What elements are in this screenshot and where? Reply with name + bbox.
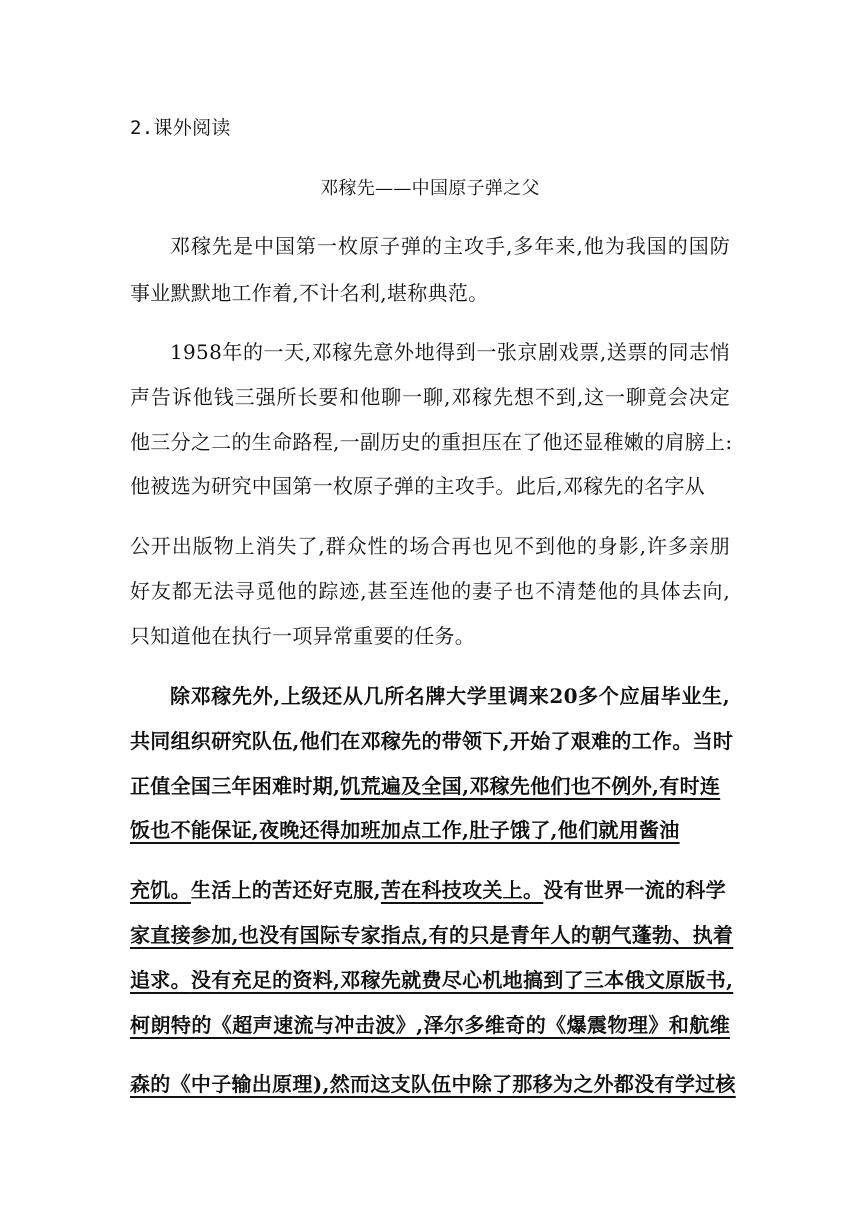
paragraph-3-line-3-plain: 正值全国三年困难时期,: [130, 774, 341, 798]
paragraph-3-line-4: 饭也不能保证,夜晚还得加班加点工作,肚子饿了,他们就用酱油: [130, 818, 680, 842]
paragraph-3-line-9: 森的《中子输出原理),然而这支队伍中除了那移为之外都没有学过核: [130, 1072, 736, 1096]
section-heading: 2.课外阅读: [130, 117, 231, 139]
paragraph-2-line-3: 他三分之二的生命路程,一副历史的重担压在了他还显稚嫩的肩膀上:: [130, 430, 733, 454]
paragraph-3-line-2: 共同组织研究队伍,他们在邓稼先的带领下,开始了艰难的工作。当时: [130, 729, 734, 753]
paragraph-2-line-4: 他被选为研究中国第一枚原子弹的主攻手。此后,邓稼先的名字从: [130, 474, 706, 498]
paragraph-1-line-1: 邓稼先是中国第一枚原子弹的主攻手,多年来,他为我国的国防: [170, 234, 730, 258]
paragraph-2-line-1: 1958年的一天,邓稼先意外地得到一张京剧戏票,送票的同志悄: [170, 340, 730, 364]
paragraph-3-line-5-plain-a: 生活上的苦还好克服,: [190, 878, 381, 902]
paragraph-3-line-1: 除邓稼先外,上级还从几所名牌大学里调来20多个应届毕业生,: [170, 684, 730, 708]
paragraph-3-line-5-underlined-b: 苦在科技攻关上。: [380, 878, 544, 902]
paragraph-2-line-2: 声告诉他钱三强所长要和他聊一聊,邓稼先想不到,这一聊竟会决定: [130, 385, 730, 409]
paragraph-3-line-8: 柯朗特的《超声速流与冲击波》,泽尔多维奇的《爆震物理》和航维: [130, 1013, 730, 1037]
article-title: 邓稼先——中国原子弹之父: [320, 178, 540, 199]
paragraph-1-line-2: 事业默默地工作着,不计名利,堪称典范。: [130, 281, 489, 305]
paragraph-3-line-3: [130, 772, 730, 800]
paragraph-3-line-7: [130, 966, 734, 994]
paragraph-3-line-5-underlined-a: 充饥。: [130, 878, 191, 902]
paragraph-3-line-6: 家直接参加,也没有国际专家指点,有的只是青年人的朝气蓬勃、执着: [130, 923, 734, 947]
paragraph-3-line-5-plain-b: 没有世界一流的科学: [543, 878, 726, 902]
paragraph-2-line-5: 公开出版物上消失了,群众性的场合再也见不到他的身影,许多亲朋: [130, 534, 730, 558]
paragraph-3-line-7-underlined-b: 没有充足的资料,邓稼先就费尽心机地搞到了三本俄文原版书,: [190, 968, 734, 992]
paragraph-2-line-6: 好友都无法寻觅他的踪迹,甚至连他的妻子也不清楚他的具体去向,: [130, 579, 730, 603]
paragraph-3-line-5: [130, 876, 730, 904]
paragraph-3-line-7-underlined-a: 追求。: [130, 968, 191, 992]
paragraph-3-line-3-underlined: 饥荒遍及全国,邓稼先他们也不例外,有时连: [340, 774, 721, 798]
paragraph-2-line-7: 只知道他在执行一项异常重要的任务。: [130, 624, 476, 648]
